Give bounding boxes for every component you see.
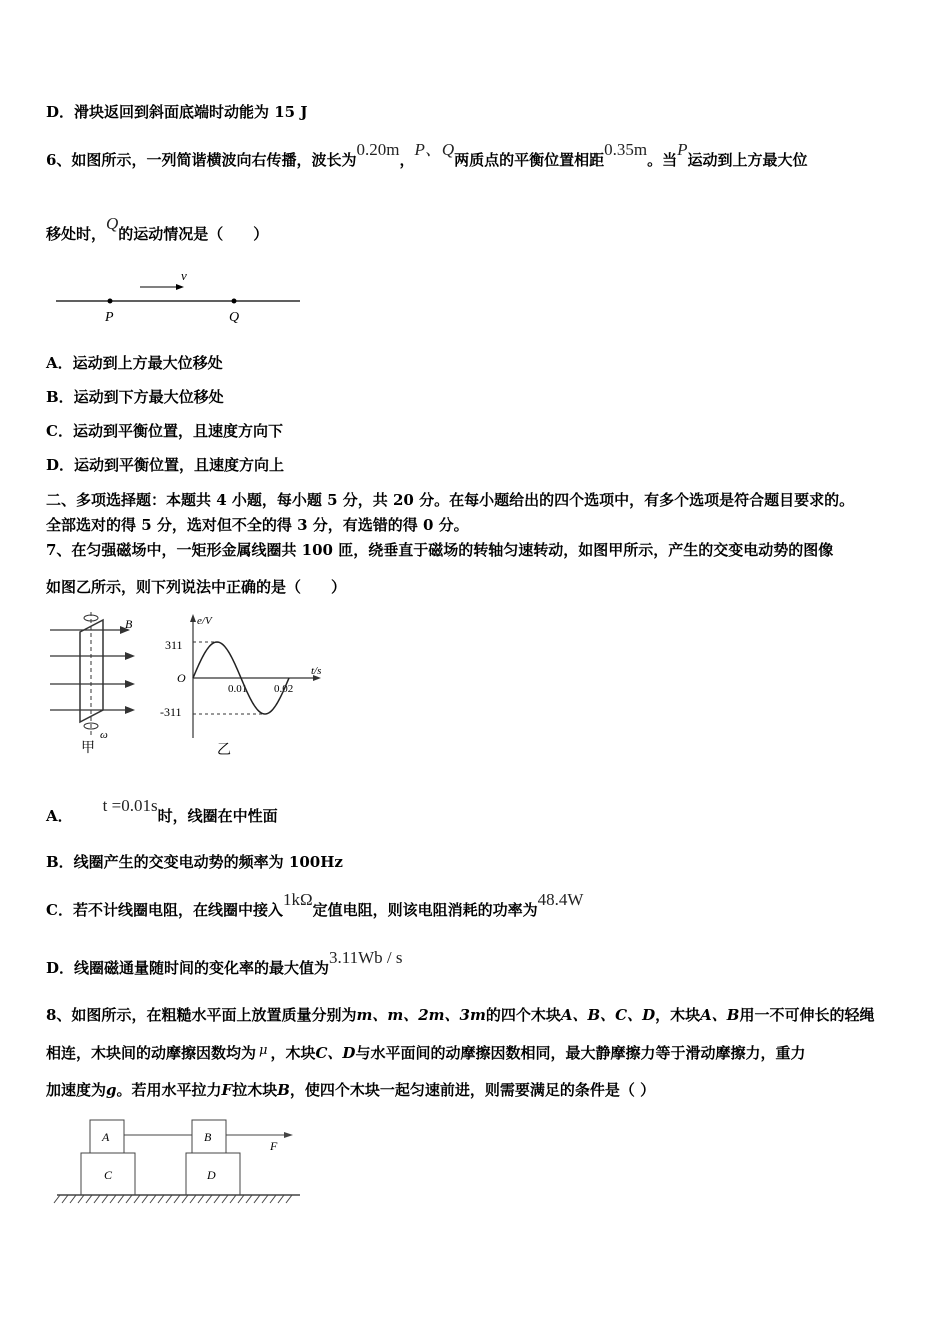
hatch-mark — [198, 1195, 204, 1203]
q6-option-d: D．运动到平衡位置，且速度方向上 — [46, 456, 285, 474]
y-axis-label: e/V — [197, 615, 212, 627]
q6-points: P、Q — [414, 140, 455, 159]
q8-stem-line3: 加速度为g。若用水平拉力F拉木块B，使四个木块一起匀速前进，则需要满足的条件是（ ） — [46, 1081, 656, 1099]
y-max-tick-label: 311 — [165, 638, 183, 652]
hatch-mark — [182, 1195, 188, 1203]
q7-stem-line2: 如图乙所示，则下列说法中正确的是（ ） — [46, 578, 347, 596]
hatch-mark — [134, 1195, 140, 1203]
q6-option-c: C．运动到平衡位置，且速度方向下 — [46, 422, 283, 440]
hatch-mark — [54, 1195, 60, 1203]
hatch-mark — [174, 1195, 180, 1203]
hatch-mark — [118, 1195, 124, 1203]
force-arrowhead — [284, 1132, 293, 1138]
hatch-mark — [206, 1195, 212, 1203]
block-c-label: C — [104, 1168, 113, 1182]
figure-yi-caption: 乙 — [217, 743, 231, 758]
x-axis-label: t/s — [311, 665, 322, 677]
q6-wavelength: 0.20m — [356, 140, 400, 159]
hatch-mark — [142, 1195, 148, 1203]
q8-stem-line1: 8、如图所示，在粗糙水平面上放置质量分别为m、m、2m、3m的四个木块A、B、C、D，木块A、B用一不可伸长的轻绳 — [46, 1006, 875, 1024]
q6-wave-figure — [50, 265, 310, 330]
q6-distance: 0.35m — [604, 140, 648, 159]
force-label: F — [270, 1139, 278, 1153]
section2-heading-line2: 全部选对的得 5 分，选对但不全的得 3 分，有选错的得 0 分。 — [46, 516, 469, 534]
q7-option-c: C．若不计线圈电阻，在线圈中接入1kΩ定值电阻，则该电阻消耗的功率为48.4W — [46, 890, 584, 919]
velocity-arrowhead — [176, 284, 184, 290]
x-tick-label-2: 0.02 — [274, 683, 294, 695]
hatch-mark — [86, 1195, 92, 1203]
q7-option-a: A．t =0.01s时，线圈在中性面 — [46, 796, 278, 825]
point-p — [108, 299, 113, 304]
block-b-label: B — [204, 1130, 212, 1144]
hatch-mark — [222, 1195, 228, 1203]
hatch-mark — [78, 1195, 84, 1203]
point-p-label: P — [105, 310, 114, 325]
y-min-tick-label: -311 — [160, 705, 182, 719]
hatch-mark — [262, 1195, 268, 1203]
hatch-mark — [278, 1195, 284, 1203]
q7-option-d: D．线圈磁通量随时间的变化率的最大值为3.11Wb / s — [46, 948, 403, 977]
point-q — [232, 299, 237, 304]
hatch-mark — [150, 1195, 156, 1203]
hatch-mark — [62, 1195, 68, 1203]
hatch-mark — [286, 1195, 292, 1203]
section2-heading-line1: 二、多项选择题：本题共 4 小题，每小题 5 分，共 20 分。在每小题给出的四个选项中，有多个选项是符合题目要求的。 — [46, 491, 855, 509]
hatch-mark — [270, 1195, 276, 1203]
block-a-label: A — [102, 1130, 110, 1144]
hatch-mark — [190, 1195, 196, 1203]
hatch-mark — [254, 1195, 260, 1203]
q8-blocks-figure — [52, 1115, 312, 1210]
ground-hatching — [54, 1195, 292, 1203]
hatch-mark — [94, 1195, 100, 1203]
omega-label: ω — [100, 729, 108, 741]
figure-jia-caption: 甲 — [81, 741, 95, 755]
hatch-mark — [102, 1195, 108, 1203]
q7-emf-chart — [155, 608, 330, 758]
q5-option-d: D．滑块返回到斜面底端时动能为 15 J — [46, 103, 308, 121]
point-q-label: Q — [229, 310, 240, 325]
q7-stem-line1: 7、在匀强磁场中，一矩形金属线圈共 100 匝，绕垂直于磁场的转轴匀速转动，如图甲所示，产生的交变电动势的图像 — [46, 541, 834, 559]
q7-coil-figure — [45, 610, 145, 755]
hatch-mark — [246, 1195, 252, 1203]
hatch-mark — [158, 1195, 164, 1203]
velocity-label: v — [181, 268, 187, 283]
hatch-mark — [238, 1195, 244, 1203]
x-tick-label-1: 0.01 — [228, 683, 248, 695]
block-d-label: D — [207, 1168, 216, 1182]
b-field-label: B — [125, 617, 133, 631]
hatch-mark — [110, 1195, 116, 1203]
q6-stem-line2: 移处时，Q的运动情况是（ ） — [46, 214, 269, 243]
hatch-mark — [230, 1195, 236, 1203]
q6-option-a: A．运动到上方最大位移处 — [46, 354, 223, 372]
q6-stem-line1: 6、如图所示，一列简谐横波向右传播，波长为0.20m，P、Q两质点的平衡位置相距0.35m。当P运动到上方最大位 — [46, 140, 808, 169]
origin-label: O — [177, 671, 186, 685]
hatch-mark — [70, 1195, 76, 1203]
hatch-mark — [126, 1195, 132, 1203]
hatch-mark — [214, 1195, 220, 1203]
hatch-mark — [166, 1195, 172, 1203]
q8-stem-line2: 相连，木块间的动摩擦因数均为 μ ，木块C、D与水平面间的动摩擦因数相同，最大静摩擦力等于滑动摩擦力，重力 — [46, 1043, 806, 1062]
q6-option-b: B．运动到下方最大位移处 — [46, 388, 224, 406]
q7-option-b: B．线圈产生的交变电动势的频率为 100Hz — [46, 853, 343, 871]
